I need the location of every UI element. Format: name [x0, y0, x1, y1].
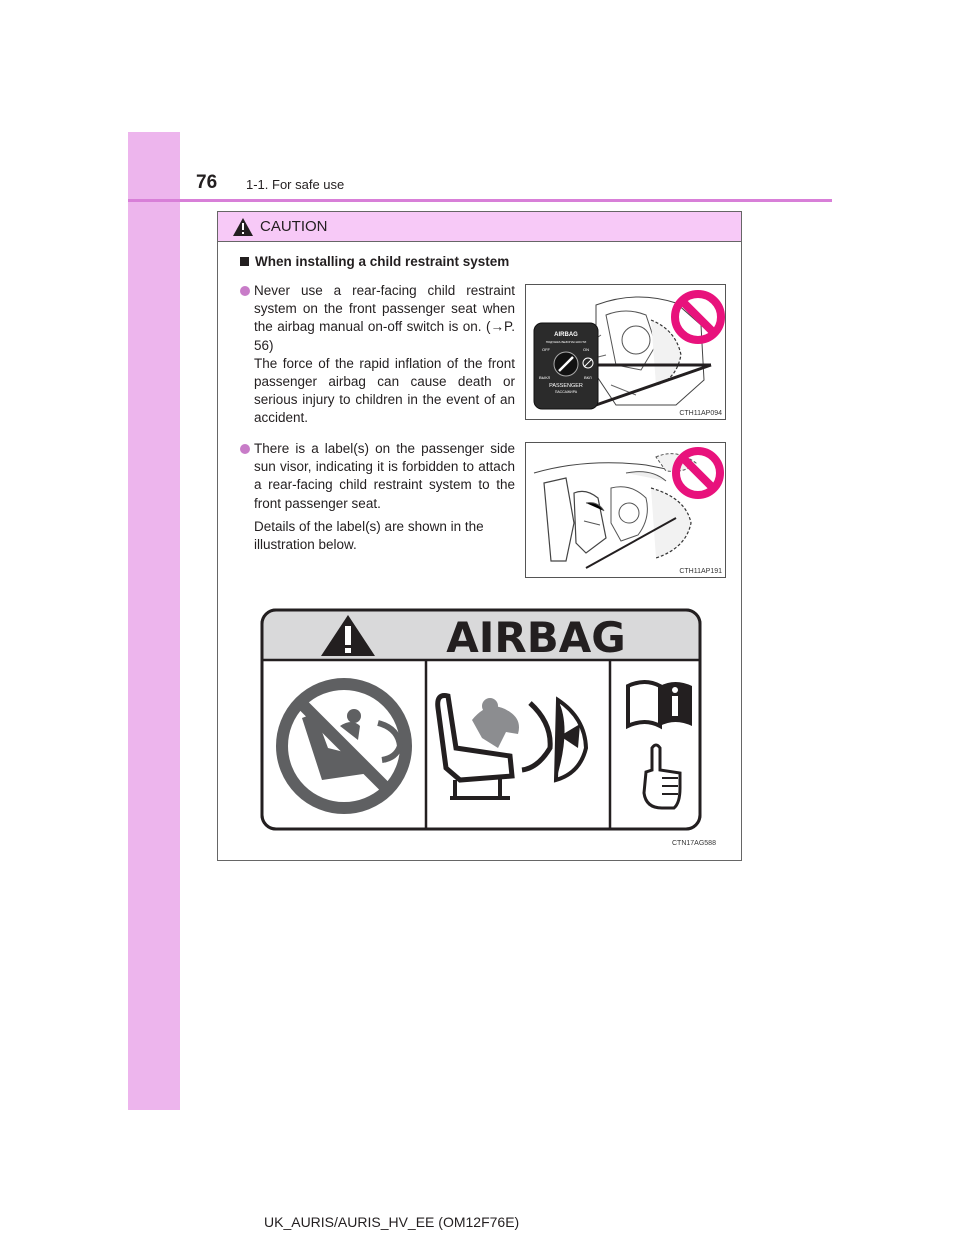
bullet-item-2 [240, 440, 515, 513]
airbag-switch-illustration [525, 284, 726, 420]
bullet-dot-icon [240, 444, 250, 454]
switch-off-ru: ВЫКЛ [539, 375, 551, 380]
label-figure-code: CTN17AG588 [672, 840, 716, 847]
prohibition-icon [675, 294, 721, 340]
child-seat-drawing [526, 443, 725, 577]
bullet-1-text-2: The force of the rapid inflation of the front passenger airbag can cause death or serious injury to children in the event of an accident. [254, 355, 515, 426]
bullet-2-text-1: There is a label(s) on the passenger side sun visor, indicating it is forbidden to attach a rear-facing child restraint system to the front passenger seat. [254, 441, 515, 511]
caution-title: CAUTION [260, 218, 328, 235]
header-rule [128, 199, 832, 202]
switch-off: OFF [542, 347, 550, 352]
switch-on-ru: ВКЛ [584, 375, 592, 380]
caution-box [217, 211, 742, 861]
bullet-2-text-2: Details of the label(s) are shown in the illustration below. [254, 519, 484, 553]
page-number: 76 [196, 172, 218, 193]
bullet-item-1 [240, 282, 515, 428]
figure-1-code: CTH11AP094 [679, 410, 722, 417]
dashboard-switch-drawing [526, 285, 725, 419]
document-id: UK_AURIS/AURIS_HV_EE (OM12F76E) [264, 1214, 520, 1230]
warning-triangle-icon [232, 217, 254, 237]
section-title: 1-1. For safe use [246, 177, 345, 192]
airbag-warning-label [260, 608, 702, 831]
switch-passenger: PASSENGER [549, 383, 583, 389]
bullet-dot-icon [240, 286, 250, 296]
switch-title: AIRBAG [554, 332, 578, 338]
switch-on: ON [583, 347, 589, 352]
chapter-tab-sidebar [128, 132, 180, 1110]
switch-passenger-ru: ПАССАЖИРА [554, 390, 578, 394]
square-bullet-icon [240, 257, 249, 266]
child-seat-illustration [525, 442, 726, 578]
prohibition-icon [676, 451, 720, 495]
figure-2-code: CTH11AP191 [679, 568, 722, 575]
caution-heading-text: When installing a child restraint system [255, 254, 510, 269]
caution-heading [240, 254, 509, 269]
switch-subtitle: ПОДУШКА БЕЗОПАСНОСТИ [545, 340, 587, 344]
caution-header [218, 212, 741, 242]
bullet-1-text-1: Never use a rear-facing child restraint system on the front passenger seat when the airbag manual on-off switch is on. (→P. 56) [254, 283, 515, 353]
label-title: AIRBAG [446, 613, 626, 662]
